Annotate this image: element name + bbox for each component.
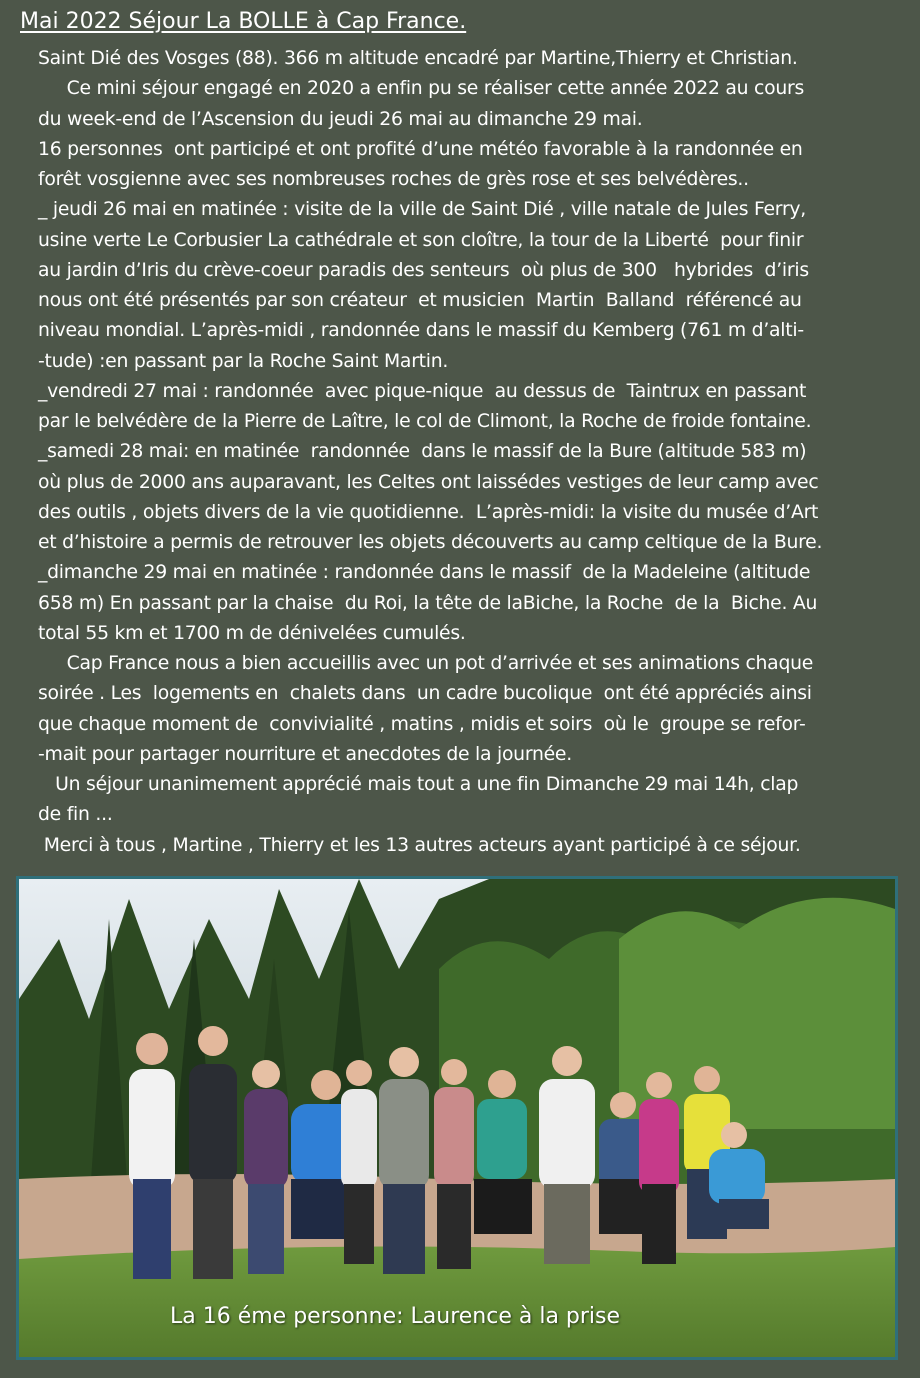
- article-line: que chaque moment de convivialité , matins , midis et soirs où le groupe se refor-: [38, 713, 806, 735]
- article-line: du week-end de l’Ascension du jeudi 26 mai au dimanche 29 mai.: [38, 108, 643, 130]
- article-line: 16 personnes ont participé et ont profité d’une météo favorable à la randonnée en: [38, 138, 803, 160]
- article-line: usine verte Le Corbusier La cathédrale et son cloître, la tour de la Liberté pour finir: [38, 229, 804, 251]
- article-line: -mait pour partager nourriture et anecdotes de la journée.: [38, 743, 572, 765]
- article-line: _vendredi 27 mai : randonnée avec pique-nique au dessus de Taintrux en passant: [38, 380, 807, 402]
- article-line: de fin ...: [38, 804, 113, 826]
- article-line: total 55 km et 1700 m de dénivelées cumulés.: [38, 622, 466, 644]
- article-line: Ce mini séjour engagé en 2020 a enfin pu se réaliser cette année 2022 au cours: [38, 78, 805, 100]
- article-line: Merci à tous , Martine , Thierry et les 13 autres acteurs ayant participé à ce séjour.: [38, 834, 801, 856]
- article-line: forêt vosgienne avec ses nombreuses roches de grès rose et ses belvédères..: [38, 169, 749, 190]
- article-line: _samedi 28 mai: en matinée randonnée dans le massif de la Bure (altitude 583 m): [38, 441, 807, 463]
- article-line: Saint Dié des Vosges (88). 366 m altitude encadré par Martine,Thierry et Christian.: [38, 48, 798, 69]
- article-line: des outils , objets divers de la vie quotidienne. L’après-midi: la visite du musée d’Art: [38, 501, 819, 523]
- article-line: et d’histoire a permis de retrouver les objets découverts au camp celtique de la Bure.: [38, 532, 823, 553]
- article-line: Cap France nous a bien accueillis avec un pot d’arrivée et ses animations chaque: [38, 653, 814, 674]
- page-title: Mai 2022 Séjour La BOLLE à Cap France.: [20, 9, 467, 34]
- article-body: [38, 44, 906, 861]
- article-line: _dimanche 29 mai en matinée : randonnée dans le massif de la Madeleine (altitude: [38, 562, 811, 584]
- group-photo-illustration: [19, 879, 895, 1357]
- article-line: soirée . Les logements en chalets dans un cadre bucolique ont été appréciés ainsi: [38, 683, 812, 705]
- group-photo: [16, 876, 898, 1360]
- article-line: 658 m) En passant par la chaise du Roi, la tête de laBiche, la Roche de la Biche. Au: [38, 592, 818, 614]
- article-line: par le belvédère de la Pierre de Laître, le col de Climont, la Roche de froide fontaine.: [38, 411, 812, 432]
- article-line: au jardin d’Iris du crève-coeur paradis des senteurs où plus de 300 hybrides d’iris: [38, 259, 809, 281]
- article-line: -tude) :en passant par la Roche Saint Martin.: [38, 350, 449, 372]
- article-line: Un séjour unanimement apprécié mais tout a une fin Dimanche 29 mai 14h, clap: [38, 774, 799, 795]
- article-line: _ jeudi 26 mai en matinée : visite de la ville de Saint Dié , ville natale de Jules Ferry,: [38, 199, 807, 221]
- article-line: où plus de 2000 ans auparavant, les Celtes ont laissédes vestiges de leur camp avec: [38, 471, 819, 493]
- article-line: niveau mondial. L’après-midi , randonnée dans le massif du Kemberg (761 m d’alti-: [38, 320, 804, 342]
- photo-caption: La 16 éme personne: Laurence à la prise: [170, 1304, 621, 1329]
- article-line: nous ont été présentés par son créateur et musicien Martin Balland référencé au: [38, 290, 802, 311]
